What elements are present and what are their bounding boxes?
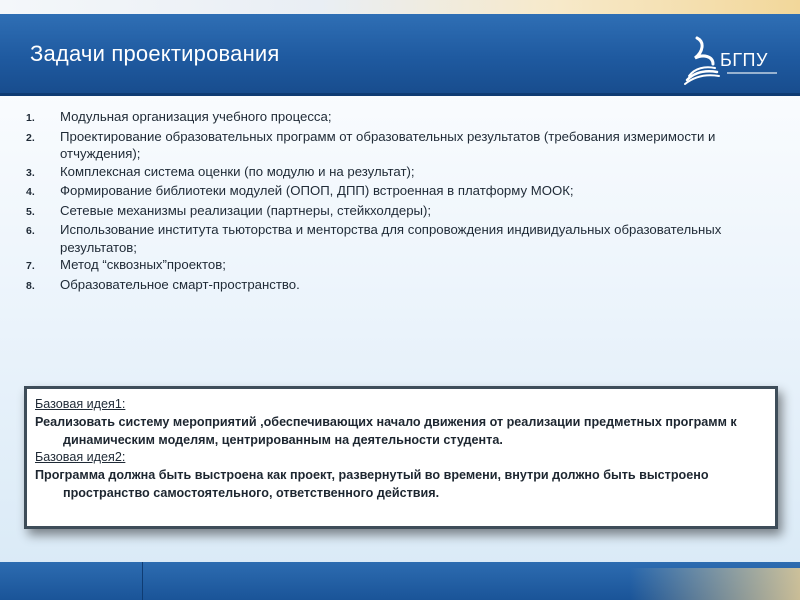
list-item-text: Сетевые механизмы реализации (партнеры, стейкхолдеры); — [60, 202, 432, 218]
list-item-number: 5. — [26, 205, 35, 218]
list-item — [26, 256, 746, 276]
list-item — [26, 182, 746, 202]
list-item-text: Проектирование образовательных программ от образовательных результатов (требования измеримости и отчуждения); — [60, 128, 716, 161]
base-ideas-box — [24, 386, 778, 529]
list-item-number: 7. — [26, 260, 35, 272]
list-item-text: Метод “сквозных”проектов; — [60, 257, 226, 272]
list-item-number: 2. — [26, 131, 35, 144]
list-item — [26, 276, 746, 296]
idea-title: Базовая идея1: — [35, 397, 126, 411]
list-item-text: Модульная организация учебного процесса; — [60, 109, 332, 124]
idea-title: Базовая идея2: — [35, 450, 126, 465]
bgpu-logo-icon — [683, 36, 723, 88]
list-item-number: 4. — [26, 186, 35, 198]
list-item-text: Использование института тьюторства и менторства для сопровождения индивидуальных образовательных результатов; — [60, 222, 722, 255]
list-item-text: Комплексная система оценки (по модулю и на результат); — [60, 163, 415, 179]
footer-divider — [142, 562, 143, 600]
list-item-text: Образовательное смарт-пространство. — [60, 276, 300, 292]
list-item — [26, 128, 746, 163]
list-item — [26, 221, 746, 256]
footer-gold-accent — [630, 568, 800, 600]
header-bar — [0, 14, 800, 96]
list-item — [26, 163, 746, 183]
list-item-number: 6. — [26, 225, 35, 237]
idea-text: Программа должна быть выстроена как проект, развернутый во времени, внутри должно быть выстроено пространство самостоятельного, ответственного действия. — [35, 468, 709, 500]
bgpu-logo — [683, 36, 783, 88]
logo-underline — [727, 72, 777, 74]
list-item-text: Формирование библиотеки модулей (ОПОП, ДПП) встроенная в платформу МООК; — [60, 183, 574, 198]
list-item-number: 1. — [26, 112, 35, 124]
list-item — [26, 202, 746, 222]
list-item-number: 8. — [26, 279, 35, 292]
idea-text: Реализовать систему мероприятий ,обеспечивающих начало движения от реализации предметных программ к динамическим моделям, центрированным на деятельности студента. — [35, 414, 737, 447]
top-decorative-stripe — [0, 0, 800, 14]
list-item-number: 3. — [26, 166, 35, 179]
page-title: Задачи проектирования — [30, 41, 280, 66]
tasks-list — [26, 108, 746, 295]
logo-text: БГПУ — [720, 50, 768, 70]
list-item — [26, 108, 746, 128]
